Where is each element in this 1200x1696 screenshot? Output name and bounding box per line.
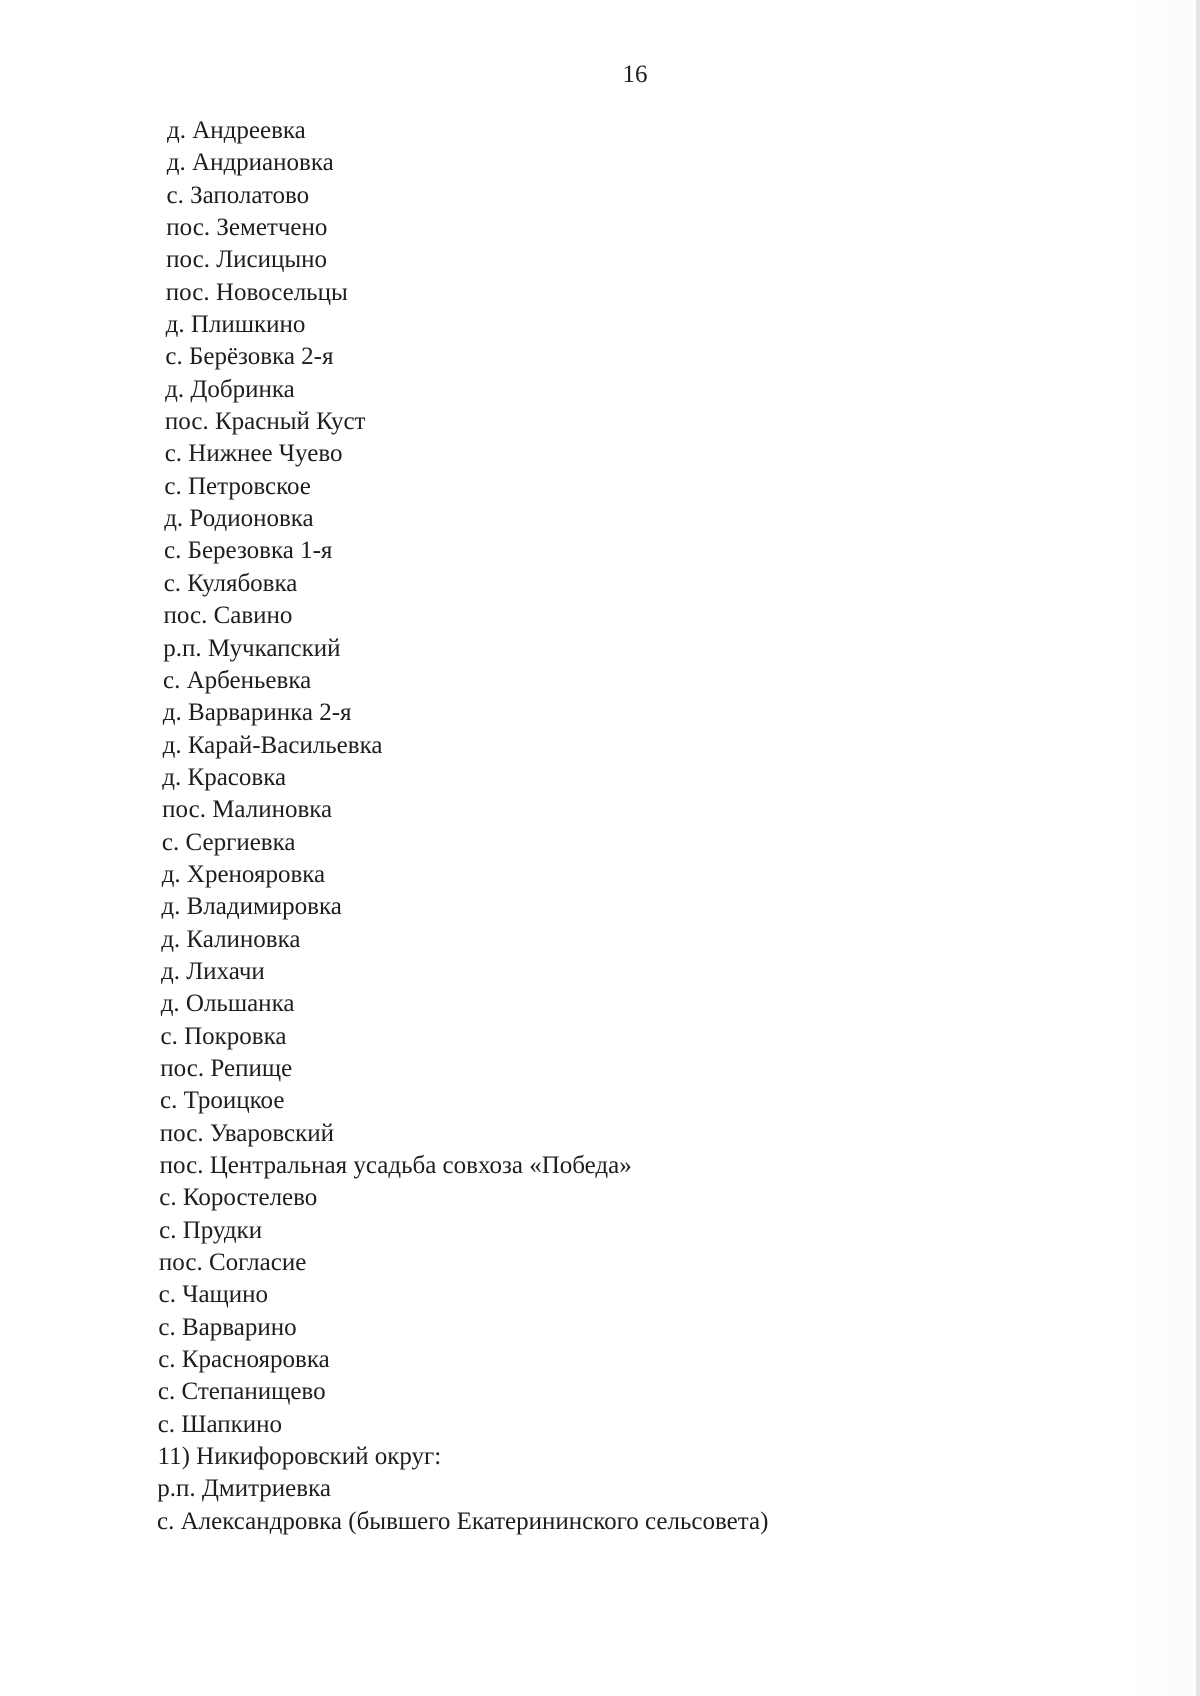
settlement-line: пос. Лисицыно	[166, 246, 328, 274]
settlement-line: р.п. Мучкапский	[163, 634, 341, 662]
settlement-line: пос. Репище	[160, 1054, 293, 1082]
settlement-line: с. Кулябовка	[163, 569, 298, 597]
settlement-line: пос. Уваровский	[159, 1119, 335, 1147]
settlement-line: с. Берёзовка 2-я	[165, 343, 334, 371]
page-number: 16	[622, 61, 648, 88]
settlement-line: д. Добринка	[165, 375, 295, 403]
settlement-line: с. Александровка (бывшего Екатерининского сельсовета)	[157, 1507, 769, 1535]
settlement-line: 11) Никифоровский округ:	[157, 1443, 442, 1471]
settlement-line: д. Лихачи	[161, 957, 265, 985]
settlement-line: с. Заполатово	[166, 181, 310, 209]
settlement-line: с. Березовка 1-я	[164, 537, 333, 565]
settlement-line: р.п. Дмитриевка	[157, 1475, 331, 1503]
settlement-line: с. Чащино	[158, 1281, 269, 1309]
settlement-line: с. Покровка	[160, 1022, 287, 1050]
settlement-line: д. Андриановка	[166, 149, 334, 177]
page-edge	[1196, 0, 1200, 1696]
settlement-line: пос. Земетчено	[166, 214, 328, 242]
settlement-line: пос. Согласие	[158, 1249, 307, 1277]
settlement-line: д. Родионовка	[164, 505, 314, 533]
settlement-line: д. Варваринка 2-я	[162, 699, 352, 727]
settlement-line: д. Плишкино	[165, 311, 306, 339]
settlement-line: д. Владимировка	[161, 893, 342, 921]
settlement-line: пос. Малиновка	[162, 796, 333, 824]
settlement-line: д. Красовка	[162, 763, 287, 791]
settlement-line: с. Варварино	[158, 1313, 297, 1341]
settlement-line: с. Краснояровка	[158, 1346, 330, 1374]
settlement-line: д. Калиновка	[161, 925, 301, 953]
settlement-list	[0, 115, 1100, 1538]
settlement-line: с. Степанищево	[157, 1378, 326, 1406]
settlement-line: д. Ольшанка	[160, 990, 295, 1018]
settlement-line: с. Прудки	[159, 1216, 263, 1244]
settlement-line: с. Шапкино	[157, 1410, 283, 1438]
settlement-line: пос. Савино	[163, 602, 293, 630]
settlement-line: с. Нижнее Чуево	[164, 440, 343, 468]
settlement-line: д. Хренояровка	[161, 860, 326, 888]
settlement-line: д. Карай-Васильевка	[162, 731, 383, 759]
settlement-line: д. Андреевка	[167, 117, 306, 144]
settlement-line: с. Сергиевка	[161, 828, 296, 856]
settlement-line: пос. Центральная усадьба совхоза «Победа»	[159, 1152, 632, 1179]
settlement-line: пос. Красный Куст	[164, 408, 366, 436]
settlement-line: с. Троицкое	[160, 1087, 285, 1115]
settlement-line: пос. Новосельцы	[165, 278, 348, 306]
settlement-line: с. Арбеньевка	[163, 666, 312, 694]
settlement-line: с. Петровское	[164, 472, 311, 500]
settlement-line: с. Коростелево	[159, 1184, 318, 1212]
